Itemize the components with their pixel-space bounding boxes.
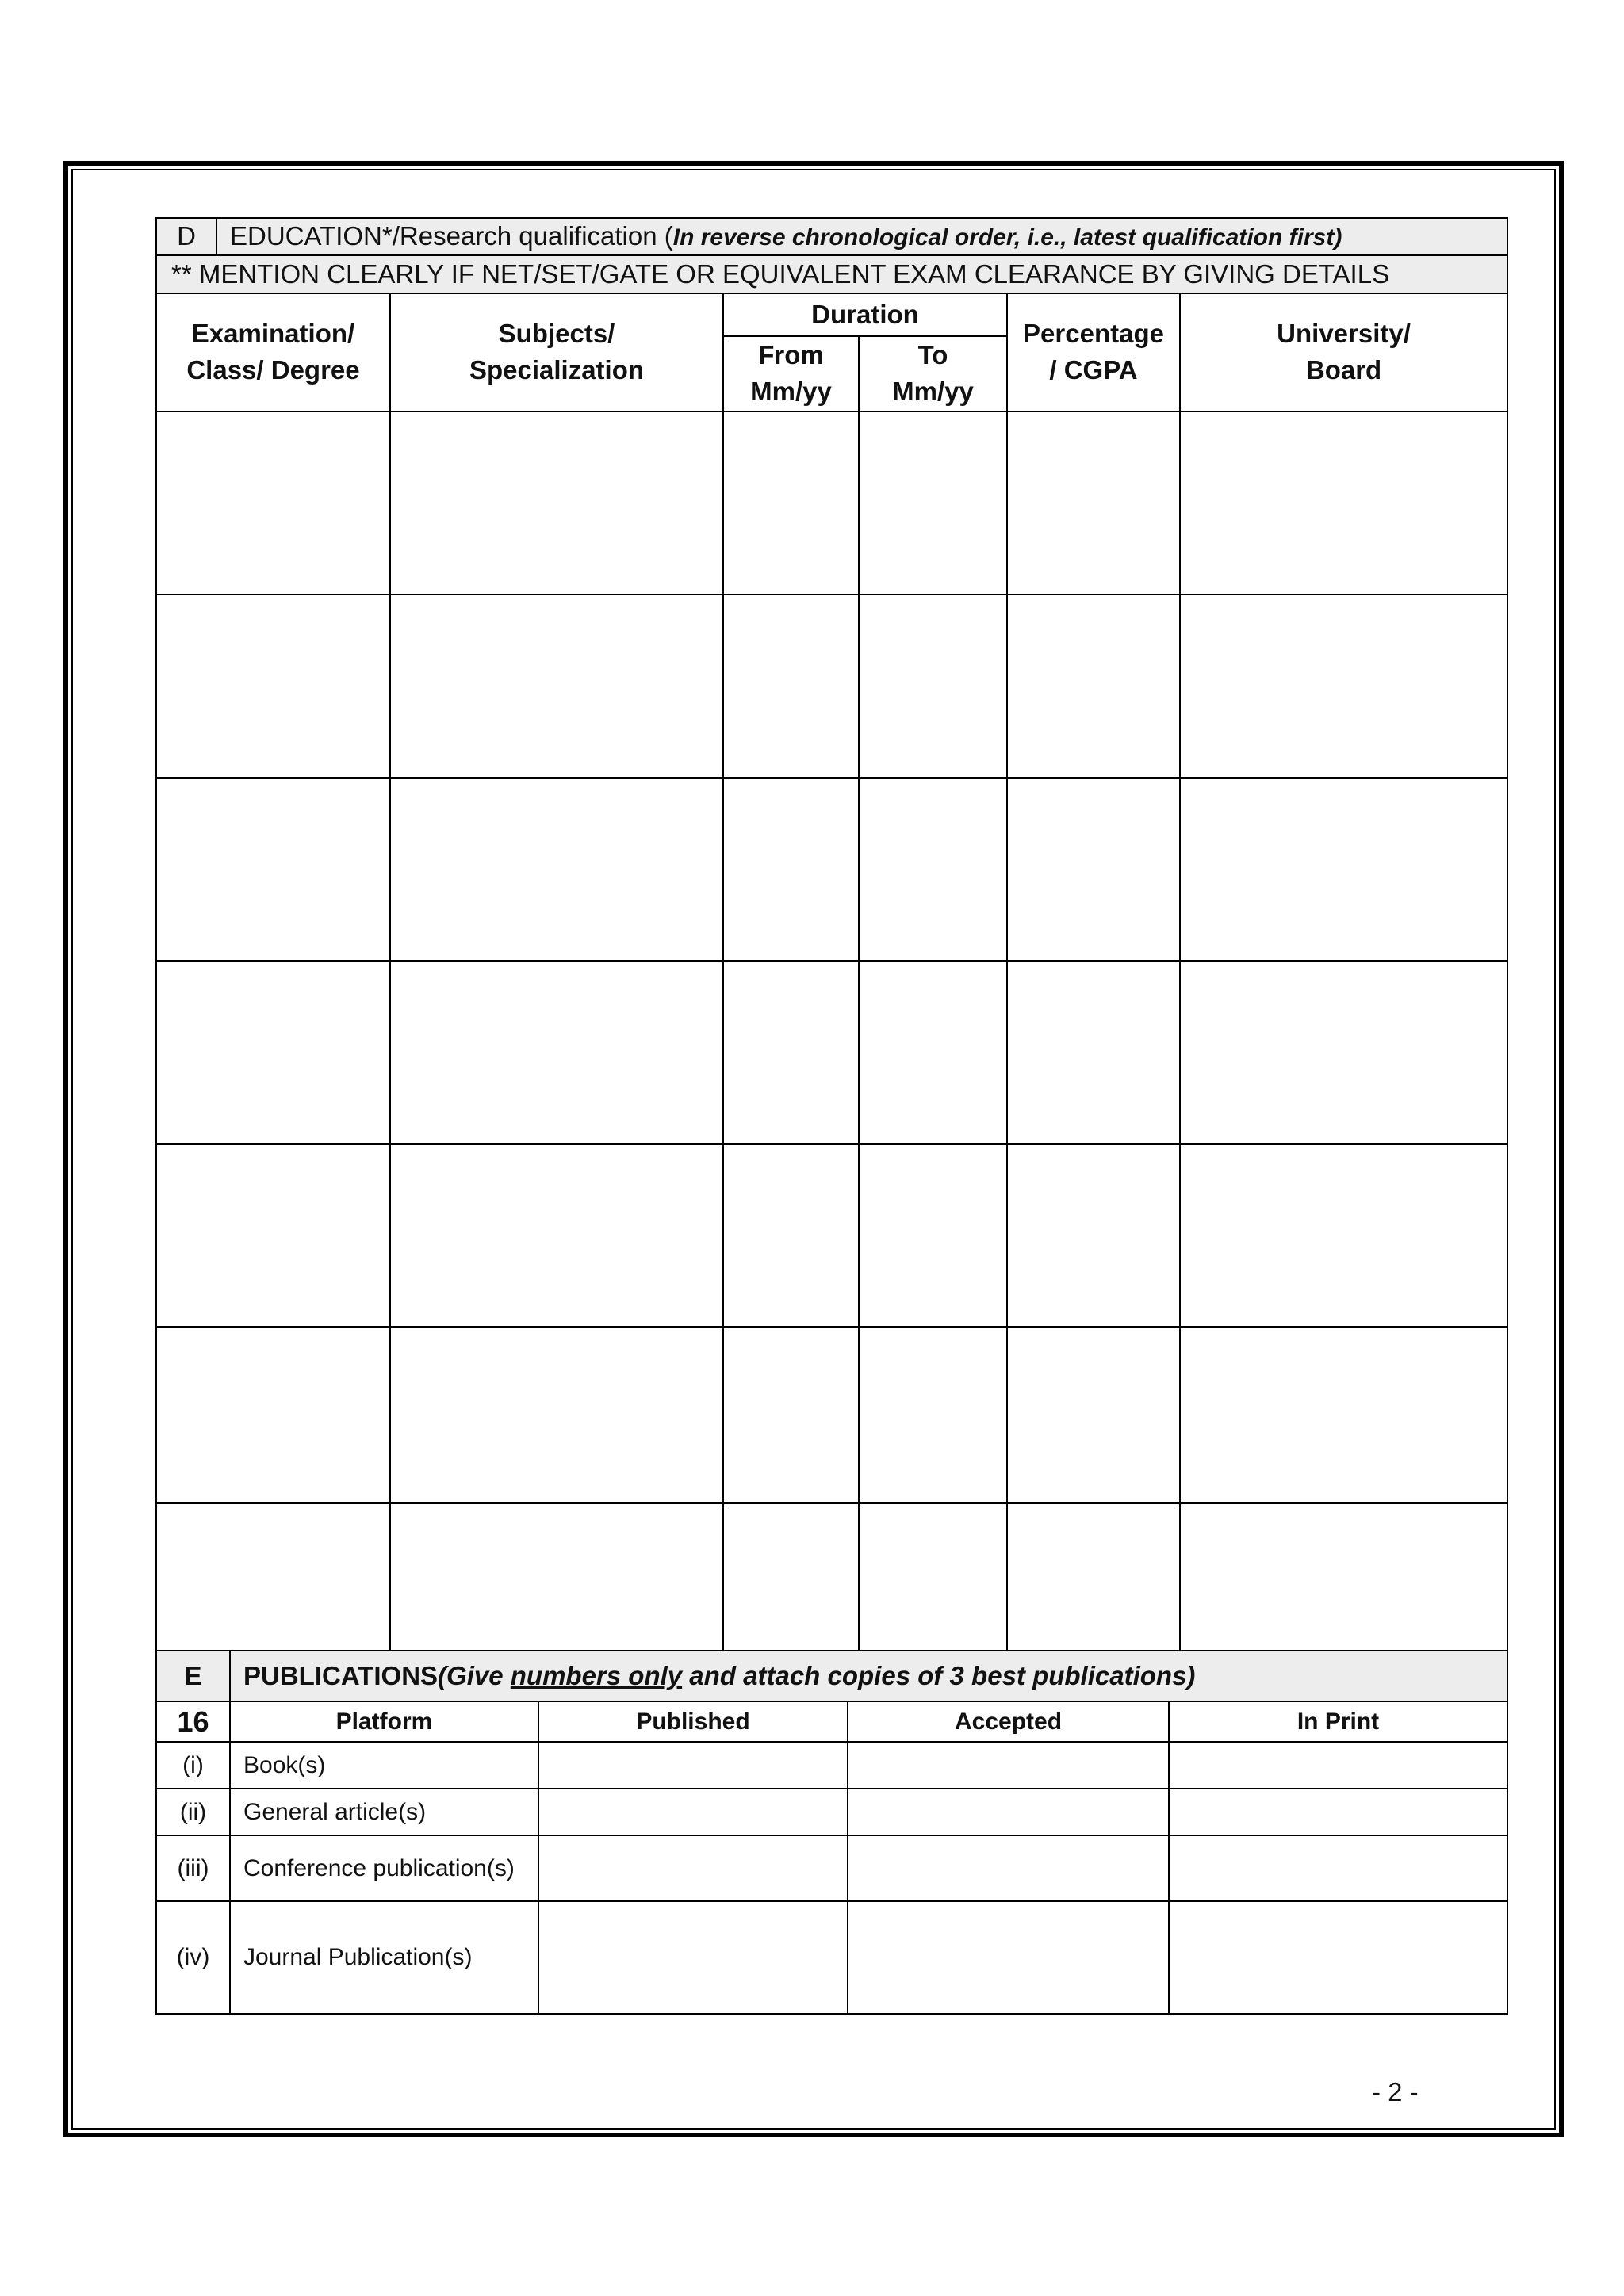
education-table bbox=[155, 217, 1508, 1656]
publication-cell-accepted[interactable] bbox=[848, 1789, 1169, 1835]
publication-cell-in-print[interactable] bbox=[1169, 1742, 1507, 1789]
section-e-title bbox=[230, 1651, 1507, 1701]
publication-platform: Conference publication(s) bbox=[230, 1835, 538, 1901]
education-cell-university[interactable] bbox=[1180, 1327, 1507, 1503]
header-percentage bbox=[1007, 293, 1180, 411]
publications-row bbox=[156, 1742, 1507, 1789]
header-percentage-line2: / CGPA bbox=[1049, 355, 1138, 385]
education-cell-subjects[interactable] bbox=[390, 961, 723, 1144]
education-cell-to[interactable] bbox=[859, 411, 1007, 595]
education-cell-subjects[interactable] bbox=[390, 1503, 723, 1655]
header-university bbox=[1180, 293, 1507, 411]
publication-cell-accepted[interactable] bbox=[848, 1742, 1169, 1789]
header-examination-line2: Class/ Degree bbox=[186, 355, 360, 385]
education-cell-to[interactable] bbox=[859, 1144, 1007, 1327]
education-cell-percentage[interactable] bbox=[1007, 411, 1180, 595]
section-d-note: ** MENTION CLEARLY IF NET/SET/GATE OR EQUIVALENT EXAM CLEARANCE BY GIVING DETAILS bbox=[156, 255, 1507, 293]
education-cell-to[interactable] bbox=[859, 778, 1007, 961]
header-subjects-line2: Specialization bbox=[469, 355, 645, 385]
header-published: Published bbox=[538, 1701, 848, 1742]
section-e-title-row bbox=[156, 1651, 1507, 1701]
education-cell-examination[interactable] bbox=[156, 778, 390, 961]
section-d-title-row bbox=[156, 218, 1507, 255]
header-university-line2: Board bbox=[1305, 355, 1382, 385]
section-d-note-row bbox=[156, 255, 1507, 293]
header-university-line1: University/ bbox=[1277, 319, 1411, 349]
header-in-print: In Print bbox=[1169, 1701, 1507, 1742]
header-subjects bbox=[390, 293, 723, 411]
header-examination-line1: Examination/ bbox=[191, 319, 355, 349]
education-cell-to[interactable] bbox=[859, 1503, 1007, 1655]
education-cell-percentage[interactable] bbox=[1007, 961, 1180, 1144]
education-cell-examination[interactable] bbox=[156, 961, 390, 1144]
education-cell-examination[interactable] bbox=[156, 411, 390, 595]
publication-cell-published[interactable] bbox=[538, 1742, 848, 1789]
section-d-title-text: EDUCATION*/Research qualification ( bbox=[230, 221, 673, 251]
education-cell-percentage[interactable] bbox=[1007, 1144, 1180, 1327]
education-cell-examination[interactable] bbox=[156, 1327, 390, 1503]
publication-cell-published[interactable] bbox=[538, 1901, 848, 2014]
education-cell-university[interactable] bbox=[1180, 1503, 1507, 1655]
education-cell-to[interactable] bbox=[859, 595, 1007, 778]
education-cell-university[interactable] bbox=[1180, 778, 1507, 961]
header-to-line2: Mm/yy bbox=[892, 377, 974, 407]
publication-cell-in-print[interactable] bbox=[1169, 1835, 1507, 1901]
education-cell-percentage[interactable] bbox=[1007, 1503, 1180, 1655]
header-duration: Duration bbox=[723, 293, 1007, 336]
education-cell-university[interactable] bbox=[1180, 595, 1507, 778]
education-cell-subjects[interactable] bbox=[390, 1144, 723, 1327]
section-e-title-note-a: (Give bbox=[438, 1660, 511, 1690]
education-row bbox=[156, 1503, 1507, 1655]
publication-cell-published[interactable] bbox=[538, 1789, 848, 1835]
education-cell-percentage[interactable] bbox=[1007, 595, 1180, 778]
page-number: - 2 - bbox=[1372, 2077, 1419, 2107]
section-e-letter: E bbox=[156, 1651, 230, 1701]
education-cell-from[interactable] bbox=[723, 1327, 859, 1503]
education-cell-from[interactable] bbox=[723, 595, 859, 778]
education-cell-subjects[interactable] bbox=[390, 411, 723, 595]
header-subjects-line1: Subjects/ bbox=[498, 319, 615, 349]
publications-header-row bbox=[156, 1701, 1507, 1742]
header-from-line2: Mm/yy bbox=[750, 377, 832, 407]
header-from bbox=[723, 336, 859, 411]
education-row bbox=[156, 595, 1507, 778]
header-platform: Platform bbox=[230, 1701, 538, 1742]
header-from-line1: From bbox=[758, 340, 824, 370]
education-row bbox=[156, 1144, 1507, 1327]
publication-row-number: (ii) bbox=[156, 1789, 230, 1835]
education-cell-percentage[interactable] bbox=[1007, 778, 1180, 961]
header-to-line1: To bbox=[917, 340, 948, 370]
education-row bbox=[156, 961, 1507, 1144]
header-percentage-line1: Percentage bbox=[1023, 319, 1164, 349]
education-cell-from[interactable] bbox=[723, 961, 859, 1144]
publication-platform: Journal Publication(s) bbox=[230, 1901, 538, 2014]
publication-cell-accepted[interactable] bbox=[848, 1901, 1169, 2014]
publications-table bbox=[155, 1650, 1508, 2015]
publications-row bbox=[156, 1835, 1507, 1901]
education-cell-to[interactable] bbox=[859, 961, 1007, 1144]
education-row bbox=[156, 411, 1507, 595]
education-header-row-1 bbox=[156, 293, 1507, 336]
education-cell-university[interactable] bbox=[1180, 411, 1507, 595]
publication-platform: Book(s) bbox=[230, 1742, 538, 1789]
publication-cell-in-print[interactable] bbox=[1169, 1789, 1507, 1835]
education-row bbox=[156, 778, 1507, 961]
publication-cell-accepted[interactable] bbox=[848, 1835, 1169, 1901]
education-row bbox=[156, 1327, 1507, 1503]
education-cell-subjects[interactable] bbox=[390, 778, 723, 961]
education-cell-from[interactable] bbox=[723, 778, 859, 961]
section-d-title bbox=[217, 218, 1342, 254]
education-cell-to[interactable] bbox=[859, 1327, 1007, 1503]
header-accepted: Accepted bbox=[848, 1701, 1169, 1742]
section-d-letter: D bbox=[157, 219, 217, 254]
publications-row bbox=[156, 1789, 1507, 1835]
education-cell-from[interactable] bbox=[723, 411, 859, 595]
header-examination bbox=[156, 293, 390, 411]
education-cell-university[interactable] bbox=[1180, 961, 1507, 1144]
publication-platform: General article(s) bbox=[230, 1789, 538, 1835]
education-cell-subjects[interactable] bbox=[390, 595, 723, 778]
item-number: 16 bbox=[156, 1701, 230, 1742]
publication-row-number: (i) bbox=[156, 1742, 230, 1789]
section-e-title-note-underline: numbers only bbox=[510, 1660, 683, 1690]
education-cell-percentage[interactable] bbox=[1007, 1327, 1180, 1503]
education-cell-examination[interactable] bbox=[156, 1503, 390, 1655]
education-cell-examination[interactable] bbox=[156, 1144, 390, 1327]
publication-cell-in-print[interactable] bbox=[1169, 1901, 1507, 2014]
education-cell-examination[interactable] bbox=[156, 595, 390, 778]
header-to bbox=[859, 336, 1007, 411]
section-e-title-note-b: and attach copies of 3 best publications) bbox=[682, 1660, 1196, 1690]
education-cell-subjects[interactable] bbox=[390, 1327, 723, 1503]
education-cell-university[interactable] bbox=[1180, 1144, 1507, 1327]
section-d-title-note: In reverse chronological order, i.e., latest qualification first) bbox=[672, 224, 1342, 251]
education-cell-from[interactable] bbox=[723, 1144, 859, 1327]
education-cell-from[interactable] bbox=[723, 1503, 859, 1655]
publications-row bbox=[156, 1901, 1507, 2014]
publication-row-number: (iii) bbox=[156, 1835, 230, 1901]
publication-cell-published[interactable] bbox=[538, 1835, 848, 1901]
section-e-title-text: PUBLICATIONS bbox=[243, 1660, 439, 1690]
publication-row-number: (iv) bbox=[156, 1901, 230, 2014]
